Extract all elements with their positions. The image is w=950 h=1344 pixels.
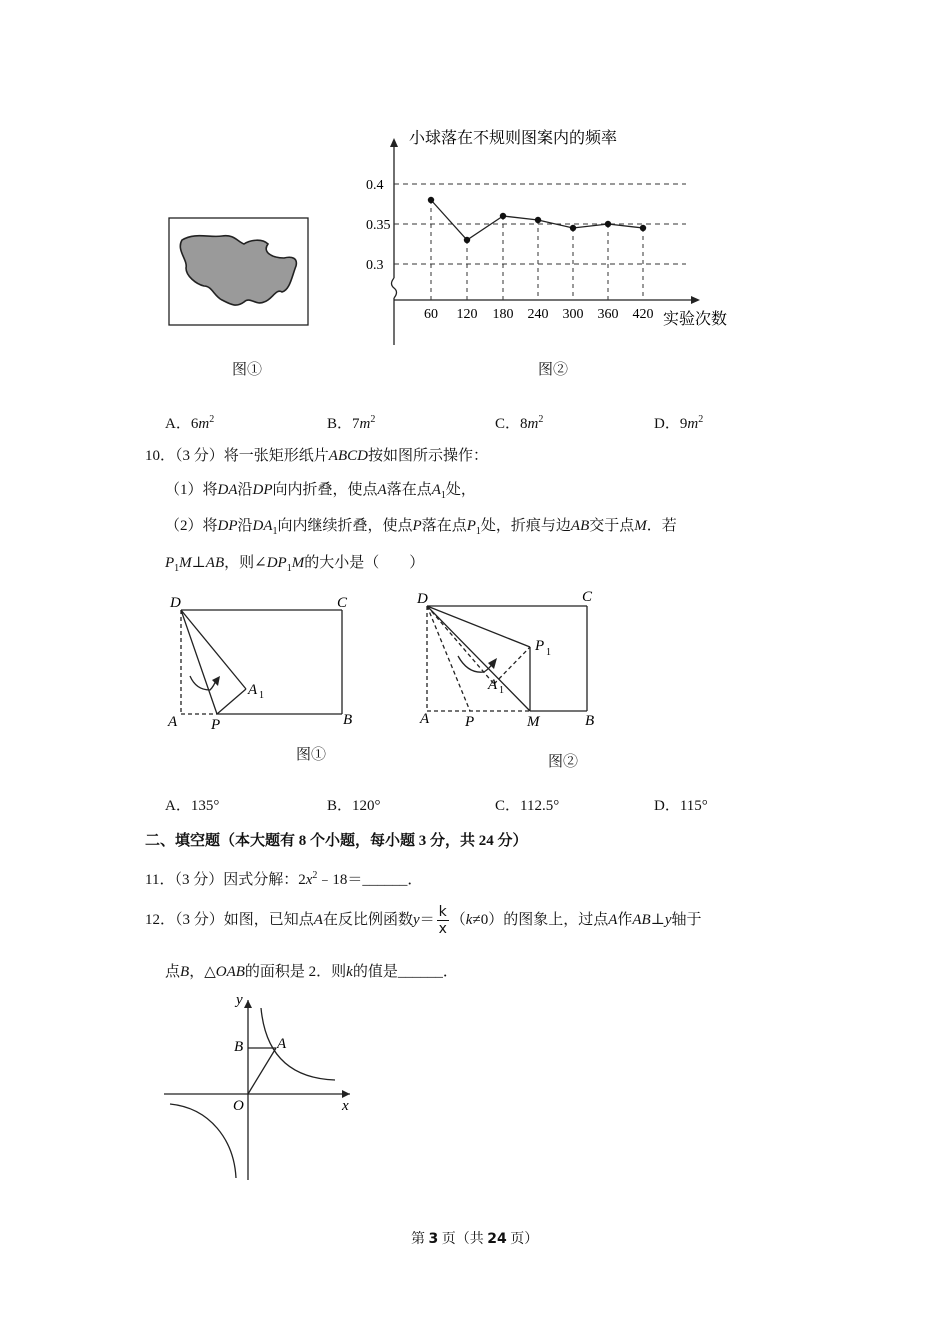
- fig2-label-m: M: [527, 714, 540, 730]
- q10-option-b: B．120°: [327, 798, 381, 814]
- fig2-label-d: D: [417, 591, 428, 607]
- q9-option-a: A．$6m^2$: [165, 414, 215, 432]
- y-tick-label: 0.3: [366, 258, 384, 273]
- q12-label-o: O: [233, 1098, 244, 1114]
- q10-step1: （1）将DA沿DP向内折叠，使点A落在点$A_1$处，: [165, 482, 476, 501]
- page-footer: 第 3 页（共 24 页）: [411, 1231, 539, 1247]
- q10-option-a: A．135°: [165, 798, 220, 814]
- fig2-label-a1: A: [488, 677, 498, 693]
- q12-label-b: B: [234, 1039, 244, 1055]
- q9-option-c: C．$8m^2$: [495, 414, 544, 432]
- x-tick-label: 240: [527, 307, 549, 322]
- q12-label-a: A: [277, 1036, 287, 1052]
- q9-option-b: B．$7m^2$: [327, 414, 376, 432]
- q12-line-1: 12．（3 分）如图，已知点A在反比例函数y＝ $\frac{k}{x}$ （k≠0）的图象上，过点A作AB⊥y轴于: [145, 904, 702, 937]
- fig1-label-a1: A: [248, 682, 258, 698]
- chart-title: 小球落在不规则图案内的频率: [409, 130, 618, 147]
- fig2-label-b: B: [585, 713, 595, 729]
- fig2-label-a1-sub: 1: [499, 685, 504, 696]
- fig1-caption: 图①: [232, 362, 263, 378]
- q10-condition: $P_1M\perp AB$，则$\angle DP_1M$的大小是（ ）: [165, 555, 425, 574]
- x-tick-label: 180: [492, 307, 514, 322]
- q11: 11．（3 分）因式分解：$2x^2﹣18=\_\_\_\_\_\_$．: [145, 870, 423, 888]
- q9-option-d: D．$9m^2$: [654, 414, 704, 432]
- q10-option-c: C．112.5°: [495, 798, 560, 814]
- q12-label-x: x: [342, 1098, 349, 1114]
- fig2-label-c: C: [582, 589, 593, 605]
- q10-fig2-caption: 图②: [548, 754, 579, 770]
- q10-fig1-caption: 图①: [296, 747, 327, 763]
- x-axis-label: 实验次数: [663, 311, 728, 328]
- x-tick-label: 420: [632, 307, 654, 322]
- fig2-label-p1: P: [535, 638, 545, 654]
- fig1-label-p: P: [211, 717, 221, 733]
- x-tick-label: 60: [424, 307, 438, 322]
- q12-line-2: 点B，△OAB的面积是 2．则k的值是______．: [165, 964, 458, 980]
- y-tick-label: 0.4: [366, 178, 384, 193]
- fig2-label-a: A: [420, 711, 430, 727]
- fig2-caption: 图②: [538, 362, 569, 378]
- x-tick-label: 120: [456, 307, 478, 322]
- fig1-label-a1-sub: 1: [259, 690, 264, 701]
- x-tick-label: 300: [562, 307, 584, 322]
- q10-option-d: D．115°: [654, 798, 708, 814]
- fig1-label-d: D: [170, 595, 181, 611]
- y-tick-label: 0.35: [366, 218, 391, 233]
- fig2-label-p: P: [465, 714, 475, 730]
- q10-step2: （2）将DP沿$DA_1$向内继续折叠，使点P落在点$P_1$处，折痕与边AB交于点M．若: [165, 518, 677, 537]
- q12-label-y: y: [236, 992, 243, 1008]
- fig1-label-a: A: [168, 714, 178, 730]
- fig2-label-p1-sub: 1: [546, 647, 551, 658]
- fraction-k-over-x: $\frac{k}{x}$: [438, 904, 447, 937]
- fig1-label-c: C: [337, 595, 348, 611]
- q10-stem: 10．（3 分）将一张矩形纸片ABCD按如图所示操作：: [145, 448, 488, 464]
- fig1-label-b: B: [343, 712, 353, 728]
- x-tick-label: 360: [597, 307, 619, 322]
- section-2-title: 二、填空题（本大题有 8 个小题，每小题 3 分，共 24 分）: [145, 833, 528, 849]
